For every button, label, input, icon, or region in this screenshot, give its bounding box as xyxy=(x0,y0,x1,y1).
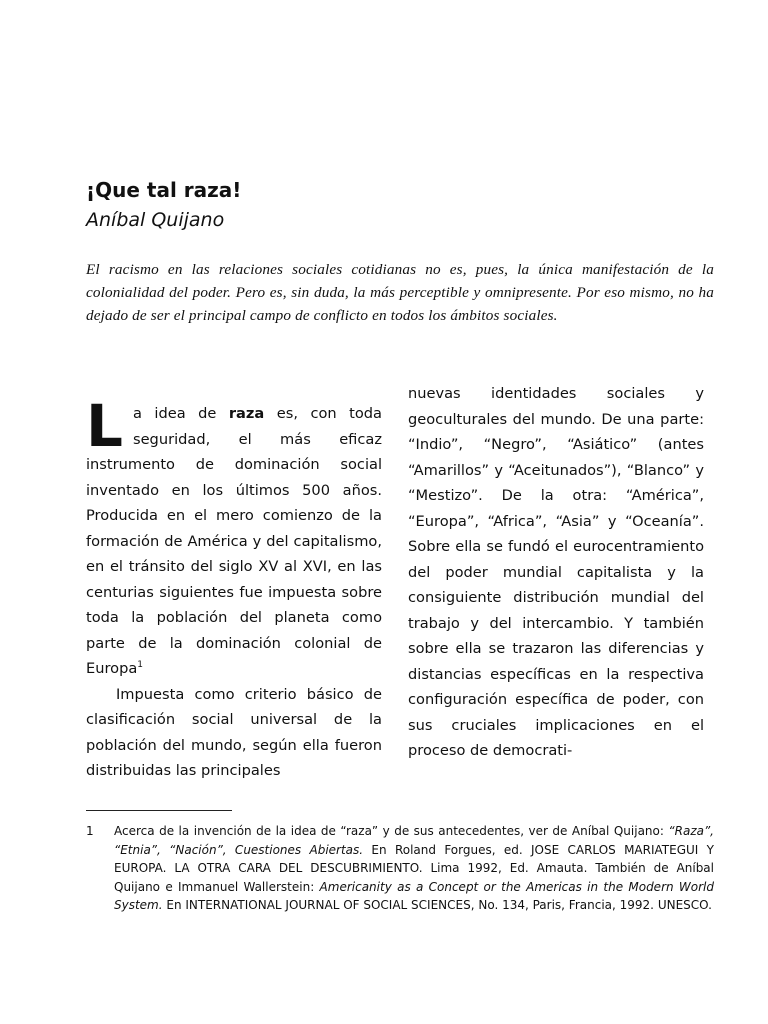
article-title: ¡Que tal raza! xyxy=(86,178,242,202)
paragraph-2-continued: nuevas identidades sociales y geoculturales del mundo. De una parte: “Indio”, “Negro”, “Asiático” (antes “Amarillos” y “Aceitunados”), “Blanco” y “Mestizo”. De la otra: “América”, “Europa”, “Africa”, “Asia” y “Oceanía”. Sobre ella se fundó el eurocentramiento del poder mundial capitalista y la consiguiente distribución mundial del trabajo y del intercambio. Y también sobre ella se trazaron las diferencias y distancias específicas en la respectiva configuración específica de poder, con sus cruciales implicaciones en el proceso de democrati- xyxy=(408,385,704,759)
footnote-italic-1: “Raza”, “Etnia”, “Nación”, Cuestiones Abiertas. xyxy=(114,824,714,857)
paragraph-2: Impuesta como criterio básico de clasificación social universal de la población del mundo, según ella fueron distribuidas las principales xyxy=(86,685,382,779)
footnote-text-3: En INTERNATIONAL JOURNAL OF SOCIAL SCIENCES, No. 134, Paris, Francia, 1992. UNESCO. xyxy=(162,898,712,912)
paragraph-1 xyxy=(86,392,382,682)
body-column-left xyxy=(86,392,382,784)
paragraph-1-text: es, con toda seguridad, el más eficaz instrumento de dominación social inventado en los últimos 500 años. Producida en el mero comienzo de la formación de América y del capitalismo, en el tránsito del siglo XV al XVI, en las centurias siguientes fue impuesta sobre toda la población del planeta como parte de la dominación colonial de Europa xyxy=(86,405,382,677)
footnote-number: 1 xyxy=(86,824,94,838)
footnote-text-2: En Roland Forgues, ed. JOSE CARLOS MARIATEGUI Y EUROPA. LA OTRA CARA DEL DESCUBRIMIENTO. Lima 1992, Ed. Amauta. También de Aníbal Quijano e Immanuel Wallerstein: xyxy=(114,842,714,894)
bold-term-raza: raza xyxy=(228,405,265,422)
footnote-reference: 1 xyxy=(137,660,144,670)
footnote-italic-2: Americanity as a Concept or the Americas in the Modern World System. xyxy=(114,879,714,912)
body-column-right xyxy=(408,381,704,764)
footnote xyxy=(86,822,714,915)
paragraph-1-start: a idea de xyxy=(132,405,229,422)
drop-cap: L xyxy=(86,392,123,460)
footnote-divider xyxy=(86,810,232,811)
footnote-text xyxy=(114,822,714,915)
footnote-text-1: Acerca de la invención de la idea de “raza” y de sus antecedentes, ver de Aníbal Quijano: xyxy=(114,824,669,838)
abstract: El racismo en las relaciones sociales cotidianas no es, pues, la única manifestación de la colonialidad del poder. Pero es, sin duda, la más perceptible y omnipresente. Por eso mismo, no ha dejado de ser el principal campo de conflicto en todos los ámbitos sociales. xyxy=(86,261,714,324)
author-name: Aníbal Quijano xyxy=(86,209,225,231)
